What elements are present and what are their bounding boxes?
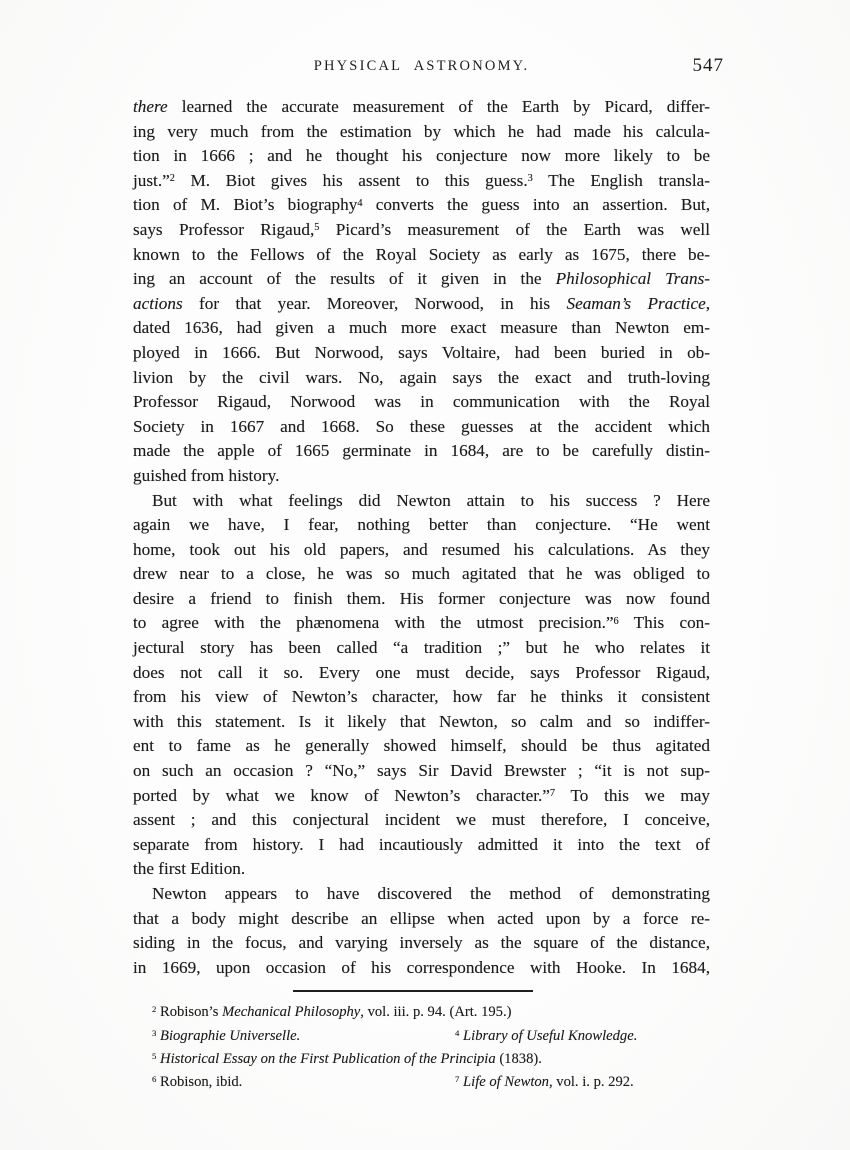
text-line	[133, 710, 710, 735]
text-segment: Mechanical Philosophy	[222, 1004, 361, 1021]
text-segment: in 1669, upon occasion of his correspondence with Hooke. In 1684,	[133, 957, 710, 977]
text-segment: Robison, ibid.	[156, 1073, 243, 1090]
running-header-title: PHYSICAL ASTRONOMY.	[313, 58, 530, 74]
text-segment: from his view of Newton’s character, how far he thinks it consistent	[133, 687, 710, 707]
text-line	[133, 956, 710, 981]
text-block	[133, 55, 724, 1094]
text-segment: Picard’s measurement of the Earth was well	[319, 219, 710, 239]
text-segment: just.”	[133, 170, 170, 190]
text-segment: The English transla-	[532, 170, 710, 190]
footnote-reference: 2	[152, 1004, 157, 1015]
text-segment: Seaman’s Practice	[566, 293, 706, 313]
text-segment: that a body might describe an ellipse when acted upon by a force re-	[133, 908, 710, 928]
text-segment: converts the guess into an assertion. But,	[362, 195, 710, 215]
footnote-line	[152, 1001, 710, 1024]
text-line	[133, 611, 710, 636]
text-line	[133, 439, 710, 464]
text-segment: Life of Newton	[463, 1073, 549, 1090]
text-segment: Newton appears to have discovered the method of demonstrating	[152, 884, 710, 903]
text-segment: learned the accurate measurement of the Earth by Picard, differ-	[167, 97, 710, 116]
text-line	[133, 857, 710, 882]
text-line	[133, 464, 710, 489]
footnote-reference: 3	[152, 1027, 157, 1038]
text-segment: jectural story has been called “a tradition ;” but he who relates it	[133, 638, 710, 658]
footnote-right-column	[455, 1071, 634, 1094]
text-segment: Biographie Universelle.	[160, 1027, 301, 1044]
text-segment: Robison’s	[156, 1004, 223, 1021]
text-segment: Library of Useful Knowledge.	[463, 1027, 638, 1044]
text-line	[133, 169, 710, 194]
text-segment: ,	[705, 293, 710, 313]
text-segment: ing very much from the estimation by which he had made his calcula-	[133, 121, 710, 141]
text-segment: ployed in 1666. But Norwood, says Voltaire, had been buried in ob-	[133, 342, 710, 362]
footnote-line	[152, 1025, 710, 1048]
text-line	[133, 587, 710, 612]
text-line	[133, 513, 710, 538]
page-header	[133, 55, 724, 80]
text-segment: livion by the civil wars. No, again says the exact and truth-loving	[133, 367, 710, 387]
text-segment: assent ; and this conjectural incident we must therefore, I conceive,	[133, 810, 710, 830]
text-segment: there	[133, 97, 168, 116]
text-segment: M. Biot gives his assent to this guess.	[174, 170, 528, 190]
text-segment: says Professor Rigaud,	[133, 219, 315, 239]
text-line	[133, 882, 710, 907]
text-segment: ported by what we know of Newton’s character.”	[133, 785, 550, 805]
body-text	[133, 95, 710, 980]
text-segment: actions	[133, 293, 183, 313]
text-segment: known to the Fellows of the Royal Society as early as 1675, there be-	[133, 244, 710, 264]
text-segment: siding in the focus, and varying inversely as the square of the distance,	[133, 933, 710, 953]
text-line	[133, 931, 710, 956]
text-segment: Professor Rigaud, Norwood was in communication with the Royal	[133, 392, 710, 412]
footnote-reference: 3	[527, 173, 533, 185]
text-segment: This con-	[618, 613, 710, 633]
footnote-reference: 2	[169, 173, 175, 185]
text-segment: ing an account of the results of it given in the	[133, 269, 556, 289]
text-segment: guished from history.	[133, 465, 280, 485]
text-segment: tion of M. Biot’s biography	[133, 195, 358, 215]
text-segment: the first Edition.	[133, 859, 246, 879]
text-line	[133, 366, 710, 391]
text-line	[133, 415, 710, 440]
text-segment: (1838).	[495, 1050, 542, 1067]
text-line	[133, 316, 710, 341]
text-segment: home, took out his old papers, and resumed his calculations. As they	[133, 539, 710, 559]
footnote-line	[152, 1048, 710, 1071]
footnote-reference: 6	[613, 615, 619, 627]
text-segment: But with what feelings did Newton attain to his success ? Here	[152, 490, 710, 510]
text-segment: Society in 1667 and 1668. So these guesses at the accident which	[133, 416, 710, 436]
text-line	[133, 562, 710, 587]
footnote-reference: 5	[152, 1050, 157, 1061]
text-segment: ent to fame as he generally showed himself, should be thus agitated	[133, 736, 710, 756]
footnote-reference: 6	[152, 1074, 157, 1085]
text-line	[133, 267, 710, 292]
text-line	[133, 907, 710, 932]
text-line	[133, 243, 710, 268]
text-line	[133, 95, 710, 120]
text-line	[133, 734, 710, 759]
text-segment: , vol. i. p. 292.	[548, 1073, 634, 1090]
paragraph	[133, 489, 710, 883]
text-segment: desire a friend to finish them. His former conjecture was now found	[133, 588, 710, 608]
text-line	[133, 833, 710, 858]
text-segment: on such an occasion ? “No,” says Sir David Brewster ; “it is not sup-	[133, 761, 710, 781]
footnote-right-column	[455, 1025, 637, 1048]
text-segment: Philosophical Trans-	[555, 269, 710, 289]
text-line	[133, 292, 710, 317]
text-segment: Historical Essay on the First Publication of the Principia	[160, 1050, 496, 1067]
footnote-reference: 4	[455, 1027, 460, 1038]
text-segment: again we have, I fear, nothing better than conjecture. “He went	[133, 515, 710, 535]
text-line	[133, 390, 710, 415]
text-segment: separate from history. I had incautiously admitted it into the text of	[133, 834, 710, 854]
paragraph	[133, 95, 710, 489]
text-segment: for that year. Moreover, Norwood, in his	[182, 293, 567, 313]
text-segment: To this we may	[555, 785, 711, 805]
text-line	[133, 808, 710, 833]
footnote-reference: 7	[549, 787, 556, 799]
text-segment: to agree with the phænomena with the utmost precision.”	[133, 613, 614, 633]
text-line	[133, 218, 710, 243]
text-segment: made the apple of 1665 germinate in 1684, are to be carefully distin-	[133, 441, 710, 461]
text-segment: does not call it so. Every one must decide, says Professor Rigaud,	[133, 662, 710, 682]
text-line	[133, 193, 710, 218]
text-line	[133, 341, 710, 366]
page-number: 547	[692, 55, 724, 76]
text-segment: , vol. iii. p. 94. (Art. 195.)	[360, 1004, 512, 1021]
text-segment: with this statement. Is it likely that Newton, so calm and so indiffer-	[133, 711, 710, 731]
text-line	[133, 784, 710, 809]
text-line	[133, 636, 710, 661]
text-segment: drew near to a close, he was so much agitated that he was obliged to	[133, 564, 710, 584]
footnote-reference: 5	[314, 222, 320, 234]
footnote-reference: 7	[455, 1074, 460, 1085]
paragraph	[133, 882, 710, 980]
text-line	[133, 120, 710, 145]
text-line	[133, 538, 710, 563]
text-line	[133, 489, 710, 514]
footnote-line	[152, 1071, 710, 1094]
text-line	[133, 144, 710, 169]
footnote-separator-rule	[293, 990, 533, 992]
text-line	[133, 759, 710, 784]
text-segment: tion in 1666 ; and he thought his conjecture now more likely to be	[133, 146, 710, 166]
text-line	[133, 661, 710, 686]
text-line	[133, 685, 710, 710]
footnote-reference: 4	[357, 197, 363, 209]
footnotes	[133, 1001, 710, 1094]
text-segment: dated 1636, had given a much more exact measure than Newton em-	[133, 318, 710, 338]
